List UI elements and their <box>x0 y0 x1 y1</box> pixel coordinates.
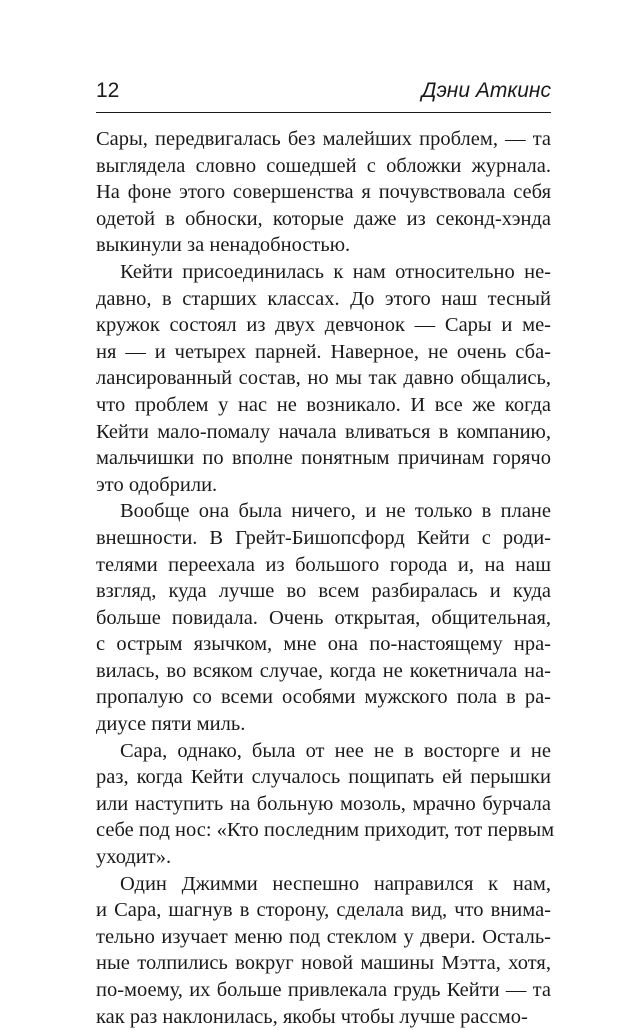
text-line: и Сара, шагнув в сторону, сделала вид, что внима- <box>96 899 551 922</box>
text-line: вилась, во всяком случае, когда не кокетничала на- <box>96 659 551 682</box>
text-line: Сара, однако, была от нее не в восторге и не <box>120 739 551 762</box>
text-line: взгляд, куда лучше во всем разбиралась и куда <box>96 580 551 603</box>
text-line: На фоне этого совершенства я почувствовала себя <box>96 181 551 204</box>
text-line: ные толпились вокруг новой машины Мэтта, хотя, <box>96 952 551 975</box>
header-rule <box>96 112 551 113</box>
text-line: кружок состоял из двух девчонок — Сары и ме- <box>96 314 551 337</box>
text-line: диусе пяти миль. <box>96 713 246 736</box>
text-line: Один Джимми неспешно направился к нам, <box>120 872 551 895</box>
text-line: Сары, передвигалась без малейших проблем, — та <box>96 128 551 150</box>
text-line: Вообще она была ничего, и не только в плане <box>120 500 551 523</box>
running-title-author: Дэни Аткинс <box>421 79 551 102</box>
text-line: уходит». <box>96 846 172 869</box>
text-line: как раз наклонилась, якобы чтобы лучше рассмо- <box>96 1005 528 1028</box>
page-number: 12 <box>96 79 120 102</box>
text-line: пропалую со всеми особями мужского пола в ра- <box>96 686 551 709</box>
text-line: одетой в обноски, которые даже из секонд-хэнда <box>96 207 551 230</box>
text-line: выкинули за ненадобностью. <box>96 234 351 257</box>
text-line: лансированный состав, но мы так давно общались, <box>96 367 551 390</box>
text-line: это одобрили. <box>96 473 218 496</box>
text-line: с острым язычком, мне она по-настоящему нра- <box>96 633 551 656</box>
text-line: или наступить на больную мозоль, мрачно бурчала <box>96 792 551 815</box>
text-line: мальчишки по вполне понятным причинам горячо <box>96 447 551 470</box>
text-line: по-моему, их больше привлекала грудь Кейти — та <box>96 979 551 1001</box>
text-line: внешности. В Грейт-Бишопсфорд Кейти с роди- <box>96 526 551 549</box>
text-line: больше повидала. Очень открытая, общительная, <box>96 606 551 629</box>
text-line: Кейти присоединилась к нам относительно не- <box>120 260 551 283</box>
text-line: что проблем у нас не возникало. И все же когда <box>96 393 551 416</box>
text-line: тельно изучает меню под стеклом у двери. Осталь- <box>96 925 551 948</box>
text-line: выглядела словно сошедшей с обложки журнала. <box>96 154 551 177</box>
text-line: раз, когда Кейти случалось пощипать ей перышки <box>96 766 551 789</box>
text-line: давно, в старших классах. До этого наш тесный <box>96 287 551 310</box>
running-head <box>96 78 551 108</box>
text-line: телями переехала из большого города и, на наш <box>96 553 551 576</box>
text-line: ня — и четырех парней. Наверное, не очень сба- <box>96 340 551 363</box>
text-line: себе под нос: «Кто последним приходит, тот первым <box>96 819 555 842</box>
body-text <box>96 126 555 1030</box>
text-line: Кейти мало-помалу начала вливаться в компанию, <box>96 420 551 443</box>
